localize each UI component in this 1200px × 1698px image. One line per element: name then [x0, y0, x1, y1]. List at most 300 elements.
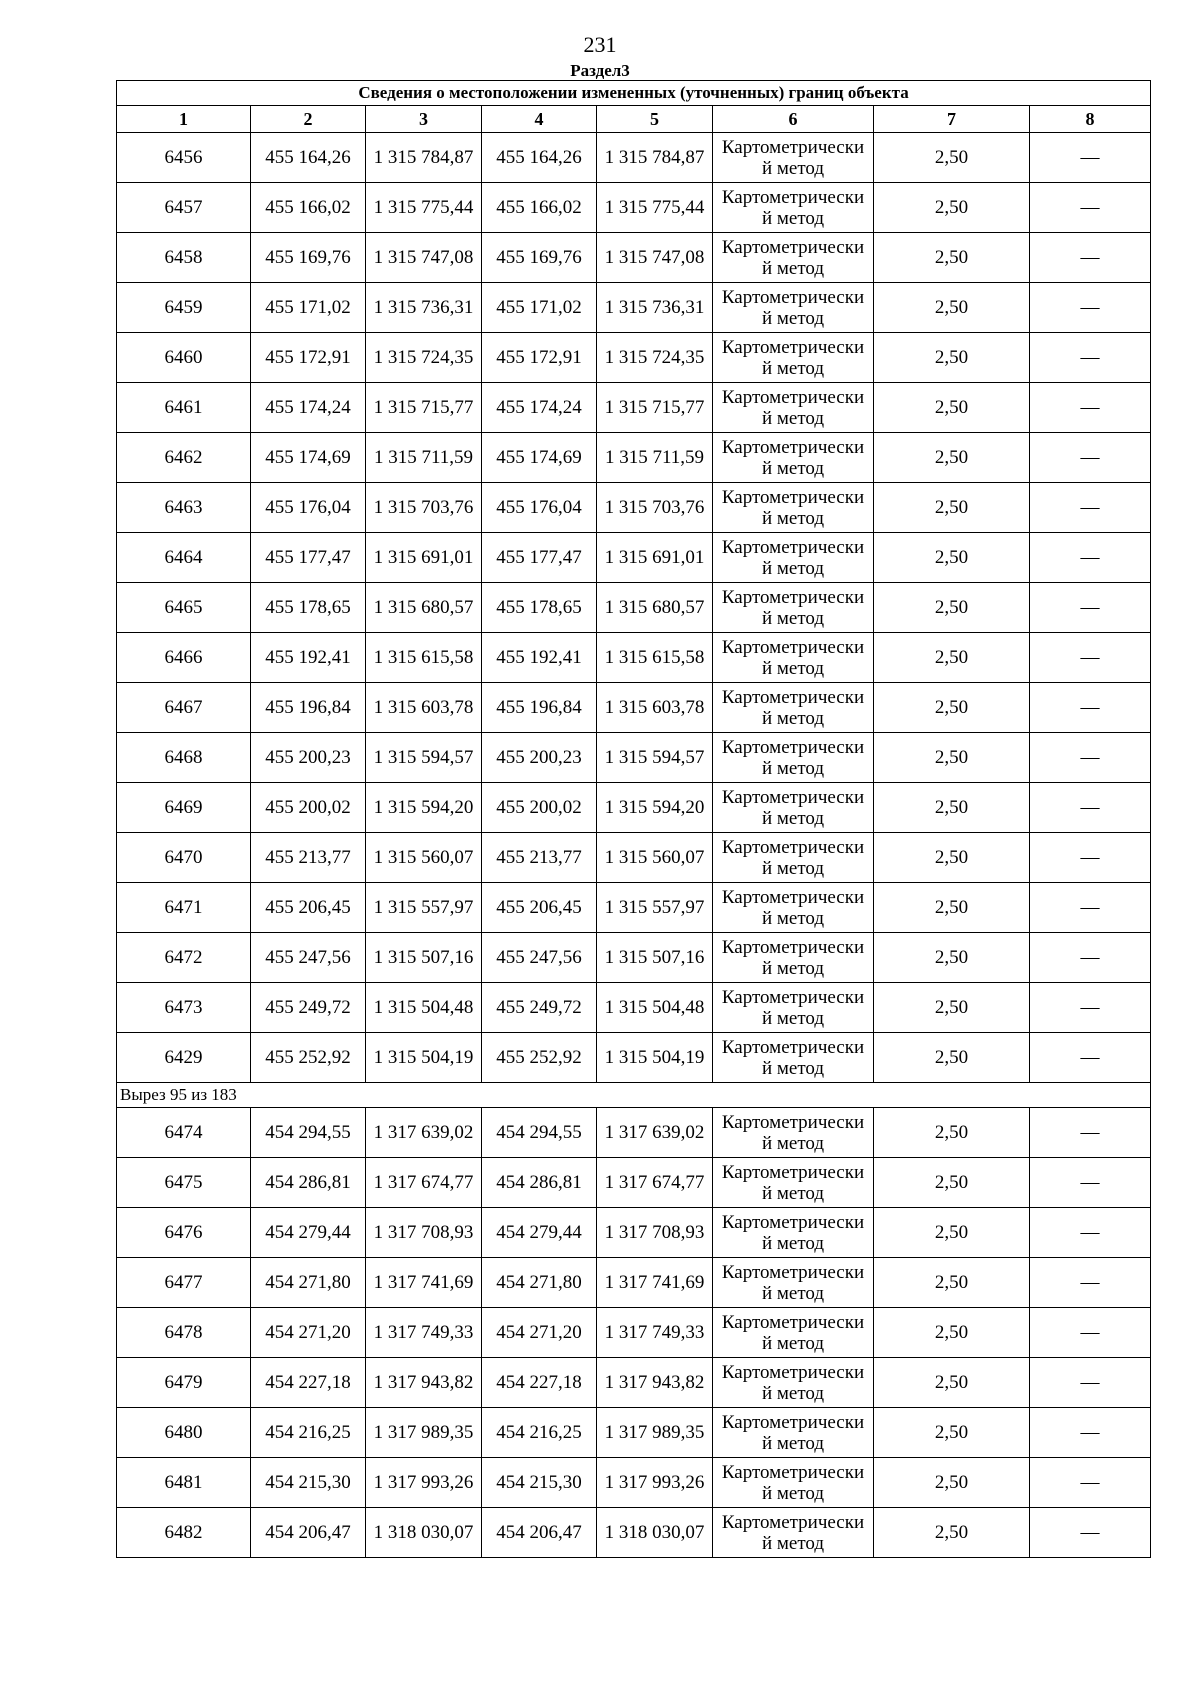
accuracy-cell: 2,50: [874, 233, 1030, 283]
method-line-2: й метод: [761, 1332, 825, 1354]
y-old-cell: 1 315 615,58: [366, 633, 482, 683]
accuracy-cell: 2,50: [874, 783, 1030, 833]
method-line-1: Картометрически: [721, 236, 865, 258]
table-row: [117, 933, 1151, 983]
x-new-cell: 454 206,47: [482, 1508, 597, 1558]
method-cell: [713, 1308, 874, 1358]
point-number-cell: 6469: [117, 783, 251, 833]
y-old-cell: 1 315 784,87: [366, 133, 482, 183]
accuracy-cell: 2,50: [874, 1458, 1030, 1508]
description-cell: —: [1030, 683, 1151, 733]
method-line-2: й метод: [761, 1007, 825, 1029]
y-old-cell: 1 317 989,35: [366, 1408, 482, 1458]
method-line-2: й метод: [761, 507, 825, 529]
y-old-cell: 1 317 674,77: [366, 1158, 482, 1208]
method-line-2: й метод: [761, 457, 825, 479]
point-number-cell: 6466: [117, 633, 251, 683]
description-cell: —: [1030, 783, 1151, 833]
y-old-cell: 1 317 943,82: [366, 1358, 482, 1408]
method-line-2: й метод: [761, 557, 825, 579]
column-header: 4: [482, 106, 597, 133]
table-row: [117, 1458, 1151, 1508]
method-line-2: й метод: [761, 807, 825, 829]
x-new-cell: 454 294,55: [482, 1108, 597, 1158]
method-cell: [713, 833, 874, 883]
x-new-cell: 455 171,02: [482, 283, 597, 333]
accuracy-cell: 2,50: [874, 633, 1030, 683]
method-line-2: й метод: [761, 607, 825, 629]
method-line-1: Картометрически: [721, 1261, 865, 1283]
y-new-cell: 1 315 557,97: [597, 883, 713, 933]
accuracy-cell: 2,50: [874, 883, 1030, 933]
point-number-cell: 6467: [117, 683, 251, 733]
method-line-2: й метод: [761, 757, 825, 779]
point-number-cell: 6458: [117, 233, 251, 283]
point-number-cell: 6463: [117, 483, 251, 533]
x-new-cell: 455 249,72: [482, 983, 597, 1033]
method-line-1: Картометрически: [721, 986, 865, 1008]
x-old-cell: 455 169,76: [251, 233, 366, 283]
method-line-1: Картометрически: [721, 486, 865, 508]
y-old-cell: 1 315 594,20: [366, 783, 482, 833]
y-old-cell: 1 315 603,78: [366, 683, 482, 733]
y-new-cell: 1 317 708,93: [597, 1208, 713, 1258]
y-old-cell: 1 315 594,57: [366, 733, 482, 783]
description-cell: —: [1030, 183, 1151, 233]
point-number-cell: 6475: [117, 1158, 251, 1208]
table-row: [117, 483, 1151, 533]
x-new-cell: 454 271,80: [482, 1258, 597, 1308]
method-cell: [713, 783, 874, 833]
y-new-cell: 1 315 603,78: [597, 683, 713, 733]
y-old-cell: 1 315 691,01: [366, 533, 482, 583]
x-new-cell: 455 176,04: [482, 483, 597, 533]
accuracy-cell: 2,50: [874, 1358, 1030, 1408]
point-number-cell: 6468: [117, 733, 251, 783]
table-row: [117, 333, 1151, 383]
point-number-cell: 6477: [117, 1258, 251, 1308]
point-number-cell: 6479: [117, 1358, 251, 1408]
x-new-cell: 454 271,20: [482, 1308, 597, 1358]
point-number-cell: 6480: [117, 1408, 251, 1458]
accuracy-cell: 2,50: [874, 533, 1030, 583]
description-cell: —: [1030, 883, 1151, 933]
x-new-cell: 455 192,41: [482, 633, 597, 683]
description-cell: —: [1030, 133, 1151, 183]
method-line-1: Картометрически: [721, 136, 865, 158]
column-header: 7: [874, 106, 1030, 133]
table-row: [117, 583, 1151, 633]
y-new-cell: 1 315 594,57: [597, 733, 713, 783]
table-row: [117, 833, 1151, 883]
y-new-cell: 1 315 784,87: [597, 133, 713, 183]
description-cell: —: [1030, 983, 1151, 1033]
accuracy-cell: 2,50: [874, 1408, 1030, 1458]
y-new-cell: 1 317 989,35: [597, 1408, 713, 1458]
y-new-cell: 1 317 993,26: [597, 1458, 713, 1508]
y-old-cell: 1 317 993,26: [366, 1458, 482, 1508]
page-number: 231: [583, 32, 617, 57]
accuracy-cell: 2,50: [874, 383, 1030, 433]
accuracy-cell: 2,50: [874, 933, 1030, 983]
accuracy-cell: 2,50: [874, 833, 1030, 883]
x-old-cell: 455 206,45: [251, 883, 366, 933]
table-row: [117, 183, 1151, 233]
description-cell: —: [1030, 433, 1151, 483]
x-old-cell: 455 192,41: [251, 633, 366, 683]
x-new-cell: 454 227,18: [482, 1358, 597, 1408]
description-cell: —: [1030, 1158, 1151, 1208]
method-line-1: Картометрически: [721, 1511, 865, 1533]
x-old-cell: 455 196,84: [251, 683, 366, 733]
x-new-cell: 454 286,81: [482, 1158, 597, 1208]
table-row: [117, 233, 1151, 283]
method-line-2: й метод: [761, 1232, 825, 1254]
group-label-row: [117, 1083, 1151, 1108]
y-old-cell: 1 317 639,02: [366, 1108, 482, 1158]
method-line-1: Картометрически: [721, 386, 865, 408]
description-cell: —: [1030, 283, 1151, 333]
method-line-2: й метод: [761, 1532, 825, 1554]
table-row: [117, 1208, 1151, 1258]
y-new-cell: 1 315 715,77: [597, 383, 713, 433]
table-row: [117, 383, 1151, 433]
x-new-cell: 454 279,44: [482, 1208, 597, 1258]
method-line-1: Картометрически: [721, 536, 865, 558]
y-old-cell: 1 315 507,16: [366, 933, 482, 983]
method-line-2: й метод: [761, 1432, 825, 1454]
x-old-cell: 455 177,47: [251, 533, 366, 583]
y-old-cell: 1 317 708,93: [366, 1208, 482, 1258]
accuracy-cell: 2,50: [874, 683, 1030, 733]
column-header: 8: [1030, 106, 1151, 133]
accuracy-cell: 2,50: [874, 1258, 1030, 1308]
method-cell: [713, 483, 874, 533]
column-header: 2: [251, 106, 366, 133]
method-cell: [713, 1033, 874, 1083]
x-old-cell: 454 294,55: [251, 1108, 366, 1158]
method-line-1: Картометрически: [721, 636, 865, 658]
method-line-2: й метод: [761, 1182, 825, 1204]
y-new-cell: 1 315 703,76: [597, 483, 713, 533]
x-old-cell: 455 249,72: [251, 983, 366, 1033]
method-line-2: й метод: [761, 207, 825, 229]
method-line-1: Картометрически: [721, 1411, 865, 1433]
method-cell: [713, 1108, 874, 1158]
method-cell: [713, 1258, 874, 1308]
method-line-2: й метод: [761, 707, 825, 729]
x-old-cell: 454 216,25: [251, 1408, 366, 1458]
method-line-2: й метод: [761, 307, 825, 329]
point-number-cell: 6478: [117, 1308, 251, 1358]
accuracy-cell: 2,50: [874, 433, 1030, 483]
y-new-cell: 1 315 691,01: [597, 533, 713, 583]
y-old-cell: 1 315 711,59: [366, 433, 482, 483]
y-new-cell: 1 315 724,35: [597, 333, 713, 383]
description-cell: —: [1030, 1308, 1151, 1358]
description-cell: —: [1030, 233, 1151, 283]
point-number-cell: 6459: [117, 283, 251, 333]
method-cell: [713, 683, 874, 733]
method-line-2: й метод: [761, 407, 825, 429]
y-old-cell: 1 315 680,57: [366, 583, 482, 633]
accuracy-cell: 2,50: [874, 183, 1030, 233]
x-new-cell: 455 174,24: [482, 383, 597, 433]
table-row: [117, 683, 1151, 733]
x-new-cell: 455 174,69: [482, 433, 597, 483]
y-old-cell: 1 317 741,69: [366, 1258, 482, 1308]
description-cell: —: [1030, 733, 1151, 783]
group-label: Вырез 95 из 183: [117, 1083, 1151, 1108]
method-cell: [713, 1208, 874, 1258]
method-line-2: й метод: [761, 1282, 825, 1304]
x-new-cell: 455 206,45: [482, 883, 597, 933]
y-old-cell: 1 315 715,77: [366, 383, 482, 433]
column-header: 5: [597, 106, 713, 133]
method-line-1: Картометрически: [721, 1211, 865, 1233]
x-new-cell: 455 247,56: [482, 933, 597, 983]
table-row: [117, 533, 1151, 583]
table-row: [117, 283, 1151, 333]
method-line-2: й метод: [761, 907, 825, 929]
column-header: 3: [366, 106, 482, 133]
method-line-2: й метод: [761, 1132, 825, 1154]
x-new-cell: 455 200,23: [482, 733, 597, 783]
method-line-1: Картометрически: [721, 186, 865, 208]
x-new-cell: 454 215,30: [482, 1458, 597, 1508]
method-cell: [713, 883, 874, 933]
point-number-cell: 6473: [117, 983, 251, 1033]
x-old-cell: 455 166,02: [251, 183, 366, 233]
table-row: [117, 1108, 1151, 1158]
point-number-cell: 6457: [117, 183, 251, 233]
x-old-cell: 454 206,47: [251, 1508, 366, 1558]
section-title: Раздел3: [570, 61, 630, 80]
boundary-table: [116, 80, 1151, 1558]
y-new-cell: 1 315 507,16: [597, 933, 713, 983]
x-old-cell: 455 200,23: [251, 733, 366, 783]
method-line-1: Картометрически: [721, 736, 865, 758]
x-old-cell: 455 171,02: [251, 283, 366, 333]
table-row: [117, 1258, 1151, 1308]
description-cell: —: [1030, 1458, 1151, 1508]
description-cell: —: [1030, 583, 1151, 633]
description-cell: —: [1030, 1508, 1151, 1558]
method-line-2: й метод: [761, 1482, 825, 1504]
description-cell: —: [1030, 1358, 1151, 1408]
method-cell: [713, 1458, 874, 1508]
x-old-cell: 455 213,77: [251, 833, 366, 883]
table-row: [117, 1408, 1151, 1458]
x-new-cell: 455 196,84: [482, 683, 597, 733]
method-line-1: Картометрически: [721, 1361, 865, 1383]
y-new-cell: 1 315 594,20: [597, 783, 713, 833]
y-new-cell: 1 315 560,07: [597, 833, 713, 883]
x-new-cell: 454 216,25: [482, 1408, 597, 1458]
method-cell: [713, 1408, 874, 1458]
point-number-cell: 6465: [117, 583, 251, 633]
method-cell: [713, 1158, 874, 1208]
x-old-cell: 454 227,18: [251, 1358, 366, 1408]
table-row: [117, 983, 1151, 1033]
x-old-cell: 455 164,26: [251, 133, 366, 183]
description-cell: —: [1030, 1108, 1151, 1158]
point-number-cell: 6481: [117, 1458, 251, 1508]
point-number-cell: 6461: [117, 383, 251, 433]
method-cell: [713, 933, 874, 983]
point-number-cell: 6482: [117, 1508, 251, 1558]
table-body: [117, 133, 1151, 1558]
method-line-1: Картометрически: [721, 436, 865, 458]
accuracy-cell: 2,50: [874, 1108, 1030, 1158]
x-old-cell: 454 286,81: [251, 1158, 366, 1208]
table-caption: Сведения о местоположении измененных (уточненных) границ объекта: [117, 81, 1151, 106]
method-line-1: Картометрически: [721, 1311, 865, 1333]
description-cell: —: [1030, 483, 1151, 533]
point-number-cell: 6460: [117, 333, 251, 383]
y-old-cell: 1 315 736,31: [366, 283, 482, 333]
accuracy-cell: 2,50: [874, 1208, 1030, 1258]
x-old-cell: 455 174,69: [251, 433, 366, 483]
method-line-2: й метод: [761, 957, 825, 979]
method-cell: [713, 433, 874, 483]
point-number-cell: 6456: [117, 133, 251, 183]
method-cell: [713, 1508, 874, 1558]
y-new-cell: 1 317 943,82: [597, 1358, 713, 1408]
method-line-1: Картометрически: [721, 936, 865, 958]
description-cell: —: [1030, 1408, 1151, 1458]
accuracy-cell: 2,50: [874, 733, 1030, 783]
point-number-cell: 6464: [117, 533, 251, 583]
method-cell: [713, 133, 874, 183]
accuracy-cell: 2,50: [874, 1308, 1030, 1358]
x-new-cell: 455 172,91: [482, 333, 597, 383]
method-cell: [713, 983, 874, 1033]
y-new-cell: 1 315 504,48: [597, 983, 713, 1033]
method-cell: [713, 233, 874, 283]
method-line-1: Картометрически: [721, 686, 865, 708]
method-line-2: й метод: [761, 257, 825, 279]
x-old-cell: 454 215,30: [251, 1458, 366, 1508]
description-cell: —: [1030, 1258, 1151, 1308]
y-new-cell: 1 317 749,33: [597, 1308, 713, 1358]
description-cell: —: [1030, 333, 1151, 383]
column-header-row: [117, 106, 1151, 133]
table-row: [117, 1033, 1151, 1083]
y-old-cell: 1 315 504,19: [366, 1033, 482, 1083]
method-cell: [713, 383, 874, 433]
table-row: [117, 783, 1151, 833]
x-old-cell: 455 178,65: [251, 583, 366, 633]
method-line-2: й метод: [761, 357, 825, 379]
method-line-2: й метод: [761, 857, 825, 879]
method-cell: [713, 633, 874, 683]
accuracy-cell: 2,50: [874, 283, 1030, 333]
method-line-2: й метод: [761, 1057, 825, 1079]
accuracy-cell: 2,50: [874, 133, 1030, 183]
accuracy-cell: 2,50: [874, 333, 1030, 383]
description-cell: —: [1030, 533, 1151, 583]
y-new-cell: 1 317 674,77: [597, 1158, 713, 1208]
x-new-cell: 455 164,26: [482, 133, 597, 183]
x-old-cell: 455 176,04: [251, 483, 366, 533]
x-new-cell: 455 178,65: [482, 583, 597, 633]
description-cell: —: [1030, 933, 1151, 983]
column-header: 6: [713, 106, 874, 133]
y-new-cell: 1 315 615,58: [597, 633, 713, 683]
y-old-cell: 1 317 749,33: [366, 1308, 482, 1358]
y-new-cell: 1 315 775,44: [597, 183, 713, 233]
method-line-2: й метод: [761, 1382, 825, 1404]
x-old-cell: 455 252,92: [251, 1033, 366, 1083]
x-old-cell: 455 200,02: [251, 783, 366, 833]
table-row: [117, 433, 1151, 483]
description-cell: —: [1030, 383, 1151, 433]
y-new-cell: 1 315 747,08: [597, 233, 713, 283]
table-row: [117, 1158, 1151, 1208]
point-number-cell: 6471: [117, 883, 251, 933]
y-old-cell: 1 315 560,07: [366, 833, 482, 883]
description-cell: —: [1030, 1208, 1151, 1258]
x-new-cell: 455 177,47: [482, 533, 597, 583]
accuracy-cell: 2,50: [874, 1508, 1030, 1558]
point-number-cell: 6429: [117, 1033, 251, 1083]
point-number-cell: 6470: [117, 833, 251, 883]
x-new-cell: 455 252,92: [482, 1033, 597, 1083]
y-new-cell: 1 315 680,57: [597, 583, 713, 633]
method-line-1: Картометрически: [721, 786, 865, 808]
x-old-cell: 454 279,44: [251, 1208, 366, 1258]
x-old-cell: 455 172,91: [251, 333, 366, 383]
y-old-cell: 1 315 724,35: [366, 333, 482, 383]
accuracy-cell: 2,50: [874, 583, 1030, 633]
accuracy-cell: 2,50: [874, 483, 1030, 533]
table-row: [117, 883, 1151, 933]
x-old-cell: 454 271,80: [251, 1258, 366, 1308]
y-new-cell: 1 315 736,31: [597, 283, 713, 333]
method-line-1: Картометрически: [721, 836, 865, 858]
x-old-cell: 455 247,56: [251, 933, 366, 983]
x-new-cell: 455 166,02: [482, 183, 597, 233]
y-new-cell: 1 315 504,19: [597, 1033, 713, 1083]
method-cell: [713, 283, 874, 333]
method-line-1: Картометрически: [721, 886, 865, 908]
method-line-2: й метод: [761, 157, 825, 179]
x-new-cell: 455 200,02: [482, 783, 597, 833]
table-row: [117, 133, 1151, 183]
table-row: [117, 1308, 1151, 1358]
method-line-1: Картометрически: [721, 586, 865, 608]
column-header: 1: [117, 106, 251, 133]
y-new-cell: 1 315 711,59: [597, 433, 713, 483]
accuracy-cell: 2,50: [874, 1158, 1030, 1208]
accuracy-cell: 2,50: [874, 1033, 1030, 1083]
y-old-cell: 1 315 557,97: [366, 883, 482, 933]
method-cell: [713, 183, 874, 233]
description-cell: —: [1030, 833, 1151, 883]
x-new-cell: 455 213,77: [482, 833, 597, 883]
y-old-cell: 1 315 775,44: [366, 183, 482, 233]
description-cell: —: [1030, 1033, 1151, 1083]
table-row: [117, 733, 1151, 783]
method-cell: [713, 733, 874, 783]
accuracy-cell: 2,50: [874, 983, 1030, 1033]
y-old-cell: 1 315 747,08: [366, 233, 482, 283]
description-cell: —: [1030, 633, 1151, 683]
y-old-cell: 1 318 030,07: [366, 1508, 482, 1558]
method-cell: [713, 333, 874, 383]
method-line-1: Картометрически: [721, 286, 865, 308]
